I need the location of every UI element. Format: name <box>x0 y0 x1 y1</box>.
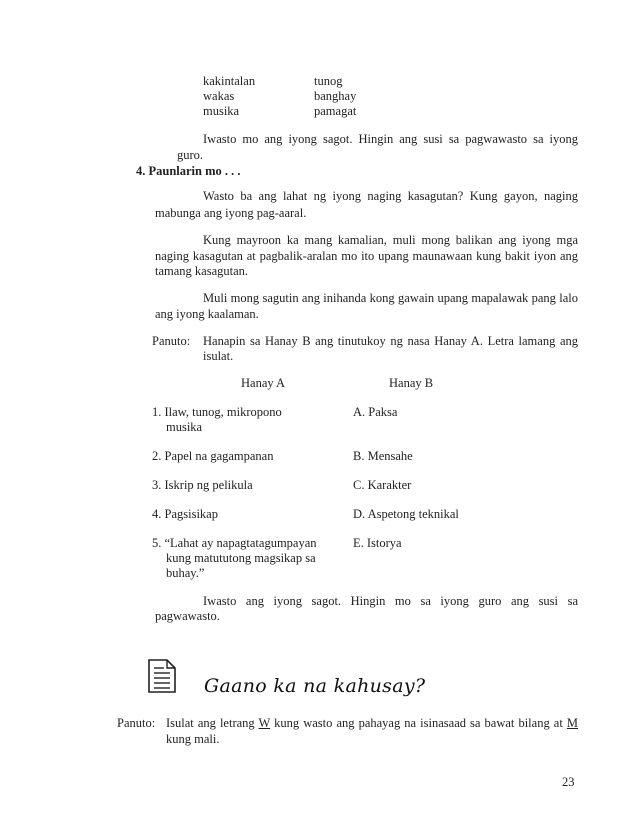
panuto2-text-2: kung wasto ang pahayag na isinasaad sa bawat bilang at <box>270 716 567 730</box>
paragraph-2-line2: naging kasagutan at pagbalik-aralan mo ito upang maunawaan kung bakit iyon ang <box>155 249 578 263</box>
panuto2-line1 <box>166 716 578 731</box>
matching-item-2-b: B. Mensahe <box>353 449 413 463</box>
page-number: 23 <box>562 775 575 789</box>
panuto2-text-1: Isulat ang letrang <box>166 716 259 730</box>
matching-item-2-a: 2. Papel na gagampanan <box>152 449 274 463</box>
matching-item-5-a-cont2: buhay.” <box>166 566 205 580</box>
column-header-b: Hanay B <box>389 376 434 390</box>
check-instruction-line2: guro. <box>177 148 204 162</box>
paragraph-2-line3: tamang kasagutan. <box>155 264 249 278</box>
check2-line1: Iwasto ang iyong sagot. Hingin mo sa iyong guro ang susi sa <box>203 594 578 608</box>
paragraph-3-line1: Muli mong sagutin ang inihanda kong gawain upang mapalawak pang lalo <box>203 291 578 305</box>
matching-item-4-b: D. Aspetong teknikal <box>353 507 459 521</box>
panuto-line2: isulat. <box>203 349 234 363</box>
matching-item-1-a-cont: musika <box>166 420 203 434</box>
document-icon <box>147 658 177 694</box>
panuto2-letter-w: W <box>258 716 271 730</box>
matching-item-1-a: 1. Ilaw, tunog, mikropono <box>152 405 282 419</box>
matching-item-5-a: 5. “Lahat ay napagtatagumpayan <box>152 536 317 550</box>
paragraph-2-line1: Kung mayroon ka mang kamalian, muli mong balikan ang iyong mga <box>203 233 578 247</box>
panuto2-letter-m: M <box>566 716 578 730</box>
paragraph-1-line2: mabunga ang iyong pag-aaral. <box>155 206 307 220</box>
column-header-a: Hanay A <box>241 376 286 390</box>
check-instruction-line1: Iwasto mo ang iyong sagot. Hingin ang susi sa pagwawasto sa iyong <box>203 132 578 146</box>
word-list-left-1: kakintalan <box>203 74 256 88</box>
word-list-right-3: pamagat <box>314 104 357 118</box>
matching-item-5-a-cont1: kung matututong magsikap sa <box>166 551 316 565</box>
matching-item-4-a: 4. Pagsisikap <box>152 507 218 521</box>
matching-item-3-a: 3. Iskrip ng pelikula <box>152 478 253 492</box>
word-list-right-2: banghay <box>314 89 357 103</box>
word-list-right-1: tunog <box>314 74 343 88</box>
section-heading: 4. Paunlarin mo . . . <box>136 164 241 178</box>
paragraph-1-line1: Wasto ba ang lahat ng iyong naging kasagutan? Kung gayon, naging <box>203 189 578 203</box>
paragraph-3-line2: ang iyong kaalaman. <box>155 307 259 321</box>
panuto2-line2: kung mali. <box>166 732 220 746</box>
matching-item-3-b: C. Karakter <box>353 478 412 492</box>
word-list-left-2: wakas <box>203 89 235 103</box>
panuto-line1: Hanapin sa Hanay B ang tinutukoy ng nasa Hanay A. Letra lamang ang <box>203 334 578 348</box>
panuto-label: Panuto: <box>152 334 191 348</box>
matching-item-5-b: E. Istorya <box>353 536 402 550</box>
check2-line2: pagwawasto. <box>155 609 220 623</box>
panuto2-label: Panuto: <box>117 716 156 730</box>
matching-item-1-b: A. Paksa <box>353 405 398 419</box>
word-list-left-3: musika <box>203 104 240 118</box>
assessment-title: Gaano ka na kahusay? <box>204 675 426 697</box>
